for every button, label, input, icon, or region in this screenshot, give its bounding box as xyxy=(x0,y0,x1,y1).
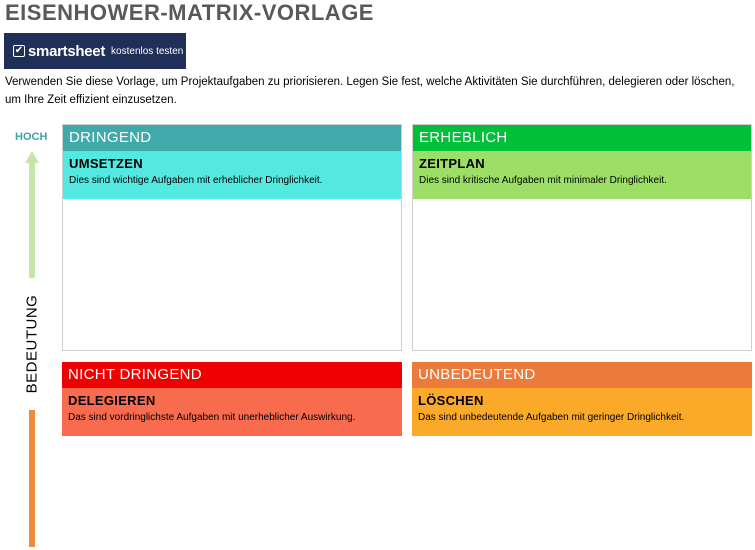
quadrant-title: ZEITPLAN xyxy=(419,156,485,171)
axis-label: BEDEUTUNG xyxy=(23,294,41,394)
brand-name: smartsheet xyxy=(28,42,106,60)
quadrant-title: UMSETZEN xyxy=(69,156,143,171)
quadrant-significant[interactable] xyxy=(412,124,752,351)
arrow-up-shaft xyxy=(29,162,35,278)
quadrant-subheader xyxy=(62,388,402,436)
quadrant-title: DELEGIEREN xyxy=(68,393,156,408)
quadrant-text: Das sind unbedeutende Aufgaben mit geringer Dringlichkeit. xyxy=(418,412,685,423)
try-free-link[interactable]: kostenlos testen xyxy=(111,45,184,57)
description: Verwenden Sie diese Vorlage, um Projektaufgaben zu priorisieren. Legen Sie fest, welche Aktivitäten Sie durchführen, delegieren oder löschen, um Ihre Zeit effizient einzusetzen. xyxy=(5,76,735,106)
checkmark-icon: ✔ xyxy=(14,45,24,56)
page-title: EISENHOWER-MATRIX-VORLAGE xyxy=(5,0,374,25)
quadrant-text: Dies sind wichtige Aufgaben mit erheblicher Dringlichkeit. xyxy=(69,175,323,186)
axis-high-label: HOCH xyxy=(15,131,48,143)
quadrant-header: NICHT DRINGEND xyxy=(62,362,402,388)
arrow-down-shaft xyxy=(29,410,35,547)
quadrant-header: UNBEDEUTEND xyxy=(412,362,752,388)
quadrant-not-urgent[interactable] xyxy=(62,362,402,437)
quadrant-text: Das sind vordringlichste Aufgaben mit unerheblicher Auswirkung. xyxy=(68,412,356,423)
quadrant-urgent[interactable] xyxy=(62,124,402,351)
quadrant-text: Dies sind kritische Aufgaben mit minimaler Dringlichkeit. xyxy=(419,175,667,186)
quadrant-header: ERHEBLICH xyxy=(413,125,751,151)
quadrant-subheader xyxy=(412,388,752,436)
quadrant-subheader xyxy=(63,151,401,199)
smartsheet-banner[interactable] xyxy=(4,33,186,69)
quadrant-title: LÖSCHEN xyxy=(418,393,484,408)
quadrant-header: DRINGEND xyxy=(63,125,401,151)
quadrant-subheader xyxy=(413,151,751,199)
quadrant-insignificant[interactable] xyxy=(412,362,752,437)
